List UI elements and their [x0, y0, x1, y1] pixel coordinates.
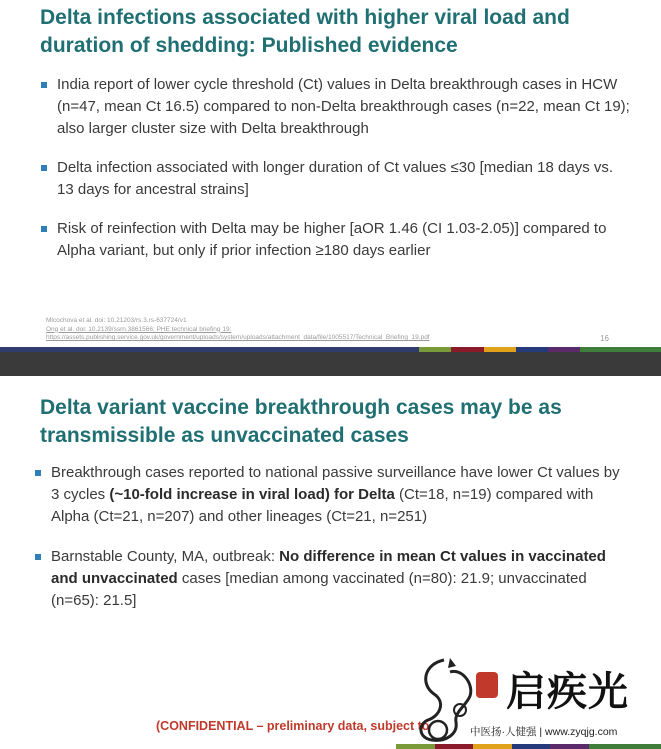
- references: [46, 317, 566, 343]
- slide-1-title-line-2: duration of shedding: Published evidence: [40, 34, 458, 57]
- bullet-text-post: cases [median among vaccinated (n=80): 21.9; unvaccinated (n=65): 21.5]: [51, 570, 587, 609]
- slide-2: [0, 376, 661, 749]
- color-bar-segment: [419, 347, 451, 352]
- page-number: 16: [600, 334, 609, 343]
- bullet-square-icon: [41, 165, 47, 171]
- slide-1-title: [40, 4, 621, 60]
- bullet-square-icon: [35, 470, 41, 476]
- color-bar-segment: [484, 347, 516, 352]
- seal-stamp-icon: [476, 672, 498, 698]
- reference-1: Mlcochova et al. doi: 10.21203/rs.3.rs-637724/v1: [46, 317, 187, 324]
- watermark-name: 启疾光: [506, 668, 629, 715]
- color-bar-segment: [451, 347, 483, 352]
- slide-1-bullet-list: [40, 74, 631, 279]
- confidential-footer: (CONFIDENTIAL – preliminary data, subject to: [156, 719, 430, 733]
- color-bar-segment: [548, 347, 580, 352]
- slide-1-color-bar: [0, 347, 661, 352]
- slide-2-title: [40, 394, 621, 450]
- bullet-square-icon: [41, 226, 47, 232]
- bullet-text-bold: No difference in mean Ct values in vaccinated and unvaccinated: [51, 548, 606, 587]
- bullet-text-pre: Breakthrough cases reported to national passive surveillance have lower Ct values by 3 cycles: [51, 464, 620, 503]
- slide-2-bullet-list: [34, 462, 627, 630]
- bullet-text: India report of lower cycle threshold (Ct) values in Delta breakthrough cases in HCW (n=47, mean Ct 16.5) compared to non-Delta breakthrough cases (n=22, mean Ct 19); also larger cluster size with Delta breakthrough: [57, 76, 630, 137]
- color-bar-segment: [516, 347, 548, 352]
- slide-2-title-line-2: transmissible as unvaccinated cases: [40, 424, 409, 447]
- color-bar-segment: [0, 347, 419, 352]
- color-bar-segment: [580, 347, 661, 352]
- slide-1-bullet: [40, 74, 631, 140]
- watermark-logo: [410, 654, 660, 746]
- slide-2-title-line-1: Delta variant vaccine breakthrough cases may be as: [40, 396, 562, 419]
- slide-2-bullet: [34, 546, 627, 612]
- slide-1-title-line-1: Delta infections associated with higher viral load and: [40, 6, 570, 29]
- reference-2: Ong et al. doi: 10.2139/ssrn.3861566; PHE technical briefing 19:: [46, 325, 232, 333]
- slide-1-bullet: [40, 218, 631, 262]
- bullet-text: Risk of reinfection with Delta may be higher [aOR 1.46 (CI 1.03-2.05)] compared to Alpha variant, but only if prior infection ≥180 days earlier: [57, 220, 607, 259]
- slide-1-bullet: [40, 157, 631, 201]
- bullet-square-icon: [41, 82, 47, 88]
- slide-1: [0, 0, 661, 352]
- bullet-square-icon: [35, 554, 41, 560]
- bullet-text-pre: Barnstable County, MA, outbreak:: [51, 548, 280, 565]
- bullet-text-bold: (~10-fold increase in viral load) for Delta: [109, 486, 395, 503]
- slide-2-bullet: [34, 462, 627, 528]
- reference-3: https://assets.publishing.service.gov.uk/government/uploads/system/uploads/attachment_data/file/1005517/Technical_Briefing_19.pdf: [46, 334, 430, 341]
- bullet-text: Delta infection associated with longer duration of Ct values ≤30 [median 18 days vs. 13 days for ancestral strains]: [57, 159, 614, 198]
- watermark-subtitle: 中医扬·人健强 | www.zyqjg.com: [470, 726, 618, 738]
- bullet-text-post: (Ct=18, n=19) compared with Alpha (Ct=21, n=207) and other lineages (Ct=21, n=251): [51, 486, 594, 525]
